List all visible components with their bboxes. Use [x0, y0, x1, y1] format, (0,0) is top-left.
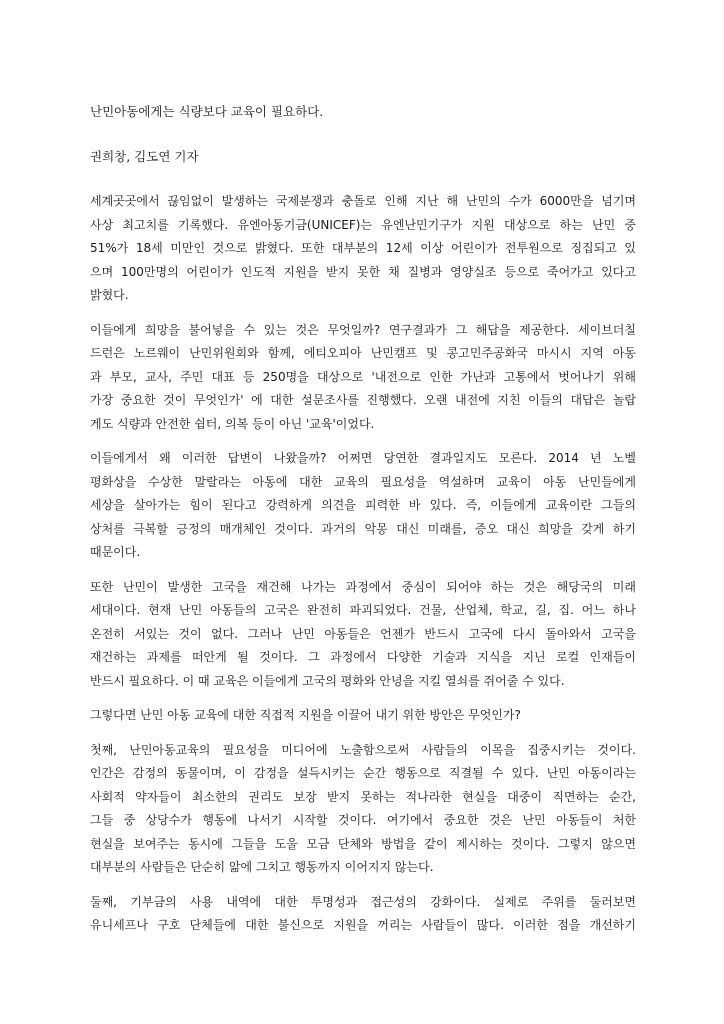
text-line: 재건하는 과제를 떠안게 될 것이다. 그 과정에서 다양한 기술과 지식을 지닌 로컬 인재들이: [90, 650, 636, 664]
text-line: 첫째, 난민아동교육의 필요성을 미디어에 노출함으로써 사람들의 이목을 집중시키는 것이다.: [90, 742, 636, 757]
text-line: 현실을 보여주는 동시에 그들을 도울 모금 단체와 방법을 같이 제시하는 것이다. 그렇지 않으면: [90, 836, 636, 851]
text-line: 유니세프나 구호 단체들에 대한 불신으로 지원을 꺼리는 사람들이 많다. 이러한 점을 개선하기: [90, 918, 636, 932]
text-line: 밝혔다.: [90, 288, 129, 302]
text-line: 때문이다.: [90, 545, 141, 559]
text-line: 으며 100만명의 어린이가 인도적 지원을 받지 못한 채 질병과 영양실조 등으로 죽어가고 있다고: [90, 264, 636, 279]
text-line: 사회적 약자들이 최소한의 권리도 보장 받지 못하는 적나라한 현실을 대중이 직면하는 순간,: [90, 789, 636, 804]
article-paragraph: [90, 576, 636, 694]
text-line: 세상을 살아가는 힘이 된다고 강력하게 의견을 피력한 바 있다. 즉, 이들에게 교육이란 그들의: [90, 498, 636, 512]
article-paragraph: [90, 447, 636, 565]
text-line: 이들에게 희망을 불어넣을 수 있는 것은 무엇일까? 연구결과가 그 해답을 제공한다. 세이브더칠: [90, 322, 636, 337]
text-line: 평화상을 수상한 말랄라는 아동에 대한 교육의 필요성을 역설하며 교육이 아동 난민들에게: [90, 474, 636, 489]
document-page: [90, 101, 636, 949]
text-line: 상처를 극복할 긍정의 매개체인 것이다. 과거의 악몽 대신 미래를, 증오 대신 희망을 갖게 하기: [90, 521, 636, 536]
text-line: 사상 최고치를 기록했다. 유엔아동기금(UNICEF)는 유엔난민기구가 지원 대상으로 하는 난민 중: [90, 217, 636, 232]
article-paragraph: [90, 891, 636, 938]
text-line: 과 부모, 교사, 주민 대표 등 250명을 대상으로 '내전으로 인한 가난과 고통에서 벗어나기 위해: [90, 369, 636, 384]
text-line: 또한 난민이 발생한 고국을 재건해 나가는 과정에서 중심이 되어야 하는 것은 해당국의 미래: [90, 579, 636, 594]
text-line: 대부분의 사람들은 단순히 앎에 그치고 행동까지 이어지지 않는다.: [90, 860, 434, 874]
text-line: 세계곳곳에서 끊임없이 발생하는 국제분쟁과 충돌로 인해 지난 해 난민의 수가 6000만을 넘기며: [90, 194, 636, 208]
text-line: 인간은 감정의 동물이며, 이 감정을 설득시키는 순간 행동으로 직결될 수 있다. 난민 아동이라는: [90, 766, 636, 780]
text-line: 온전히 서있는 것이 없다. 그러나 난민 아동들은 언젠가 반드시 고국에 다시 돌아와서 고국을: [90, 626, 636, 641]
article-byline: 권희창, 김도연 기자: [90, 149, 199, 164]
text-line: 51%가 18세 미만인 것으로 밝혔다. 또한 대부분의 12세 이상 어린이가 전투원으로 징집되고 있: [90, 241, 636, 255]
text-line: 드런은 노르웨이 난민위원회와 함께, 에티오피아 난민캠프 및 콩고민주공화국 마시시 지역 아동: [90, 346, 636, 360]
text-line: 반드시 필요하다. 이 때 교육은 이들에게 고국의 평화와 안녕을 지킬 열쇠를 쥐어줄 수 있다.: [90, 673, 565, 688]
article-paragraph: [90, 190, 636, 308]
text-line: 그들 중 상당수가 행동에 나서기 시작할 것이다. 여기에서 중요한 것은 난민 아동들이 처한: [90, 813, 636, 827]
text-line: 둘째, 기부금의 사용 내역에 대한 투명성과 접근성의 강화이다. 실제로 주위를 둘러보면: [90, 894, 636, 909]
article-body: [90, 190, 636, 938]
text-line: 게도 식량과 안전한 쉼터, 의복 등이 아닌 '교육'이었다.: [90, 416, 375, 431]
article-title: 난민아동에게는 식량보다 교육이 필요하다.: [90, 104, 324, 119]
article-paragraph: [90, 739, 636, 880]
text-line: 세대이다. 현재 난민 아동들의 고국은 완전히 파괴되었다. 건물, 산업체, 학교, 길, 집. 어느 하나: [90, 603, 636, 617]
text-line: 가장 중요한 것이 무엇인가' 에 대한 설문조사를 진행했다. 오랜 내전에 지친 이들의 대답은 놀랍: [90, 393, 636, 407]
text-line: 그렇다면 난민 아동 교육에 대한 직접적 지원을 이끌어 내기 위한 방안은 무엇인가?: [90, 708, 521, 722]
article-paragraph: [90, 704, 636, 728]
text-line: 이들에게서 왜 이러한 답변이 나왔을까? 어쩌면 당연한 결과일지도 모른다. 2014 년 노벨: [90, 451, 636, 465]
article-paragraph: [90, 319, 636, 437]
